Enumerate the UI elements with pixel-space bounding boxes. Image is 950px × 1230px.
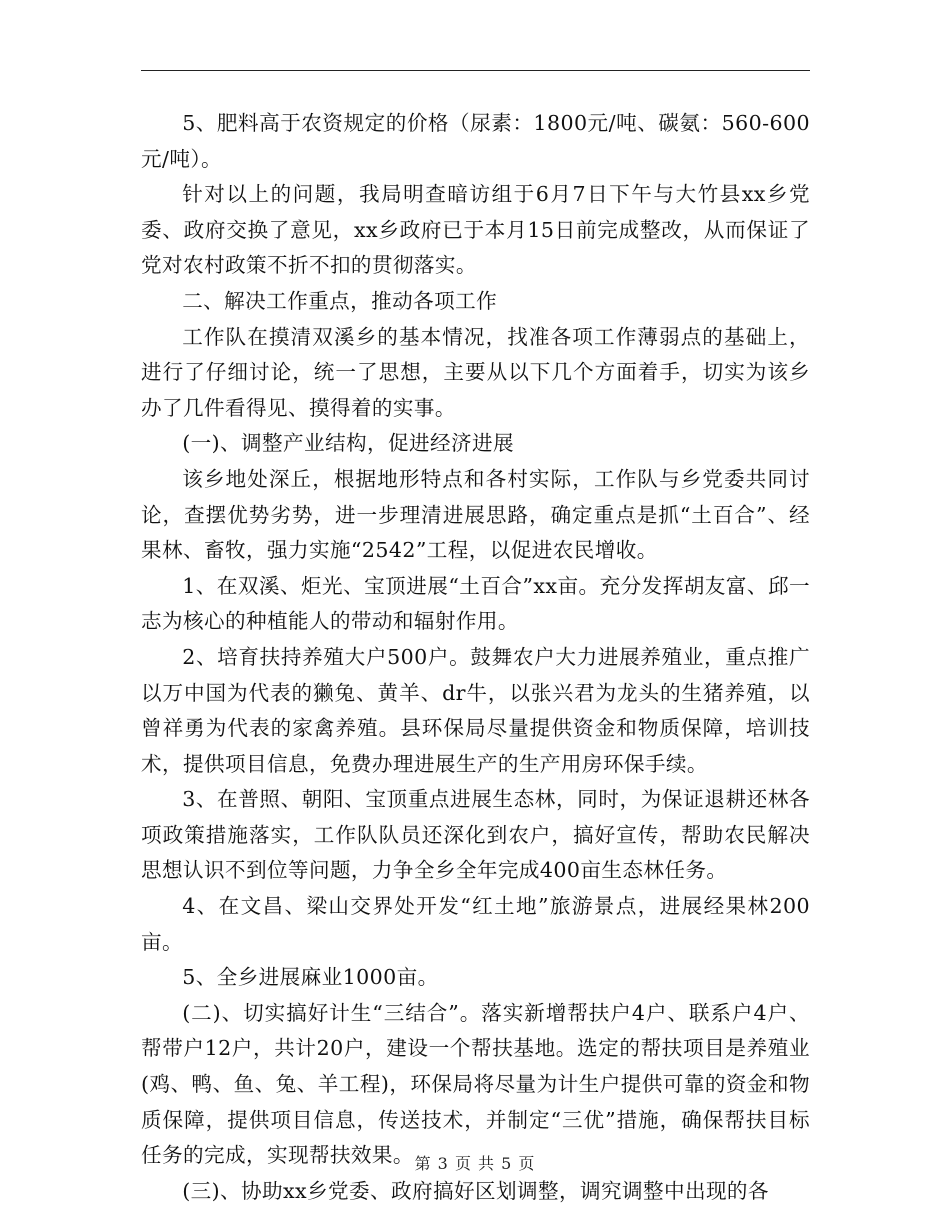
list-item: 4、在文昌、梁山交界处开发“红土地”旅游景点，进展经果林200亩。 <box>141 894 810 954</box>
list-item: 3、在普照、朝阳、宝顶重点进展生态林，同时，为保证退耕还林各项政策措施落实，工作队队员还深化到农户，搞好宣传，帮助农民解决思想认识不到位等问题，力争全乡全年完成400亩生态林任务。 <box>141 787 810 883</box>
section-heading: 二、解决工作重点，推动各项工作 <box>182 288 498 313</box>
header-rule <box>141 70 810 71</box>
paragraph: 工作队在摸清双溪乡的基本情况，找准各项工作薄弱点的基础上，进行了仔细讨论，统一了思想，主要从以下几个方面着手，切实为该乡办了几件看得见、摸得着的实事。 <box>141 324 810 420</box>
paragraph: (二)、切实搞好计生“三结合”。落实新增帮扶户4户、联系户4户、帮带户12户，共计20户，建设一个帮扶基地。选定的帮扶项目是养殖业(鸡、鸭、鱼、兔、羊工程)，环保局将尽量为计生户提供可靠的资金和物质保障，提供项目信息，传送技术，并制定“三优”措施，确保帮扶目标任务的完成，实现帮扶效果。 <box>141 1000 810 1168</box>
list-item: 1、在双溪、炬光、宝顶进展“土百合”xx亩。充分发挥胡友富、邱一志为核心的种植能人的带动和辐射作用。 <box>141 573 810 634</box>
paragraph: 该乡地处深丘，根据地形特点和各村实际，工作队与乡党委共同讨论，查摆优势劣势，进一步理清进展思路，确定重点是抓“土百合”、经果林、畜牧，强力实施“2542”工程，以促进农民增收。 <box>141 466 810 563</box>
paragraph: (三)、协助xx乡党委、政府搞好区划调整，调究调整中出现的各 <box>182 1178 769 1203</box>
paragraph: 针对以上的问题，我局明查暗访组于6月7日下午与大竹县xx乡党委、政府交换了意见，xx乡政府已于本月15日前完成整改，从而保证了党对农村政策不折不扣的贯彻落实。 <box>141 182 810 278</box>
page-footer: 第 3 页 共 5 页 <box>414 1154 536 1173</box>
subsection-heading: (一)、调整产业结构，促进经济进展 <box>182 431 514 456</box>
paragraph: 5、肥料高于农资规定的价格（尿素：1800元/吨、碳氨：560-600元/吨）。 <box>141 111 810 171</box>
document-body <box>141 106 810 1209</box>
list-item: 5、全乡进展麻业1000亩。 <box>182 965 439 990</box>
list-item: 2、培育扶持养殖大户500户。鼓舞农户大力进展养殖业，重点推广以万中国为代表的獭兔、黄羊、dr牛，以张兴君为龙头的生猪养殖，以曾祥勇为代表的家禽养殖。县环保局尽量提供资金和物质保障，培训技术，提供项目信息，免费办理进展生产的生产用房环保手续。 <box>141 644 810 776</box>
